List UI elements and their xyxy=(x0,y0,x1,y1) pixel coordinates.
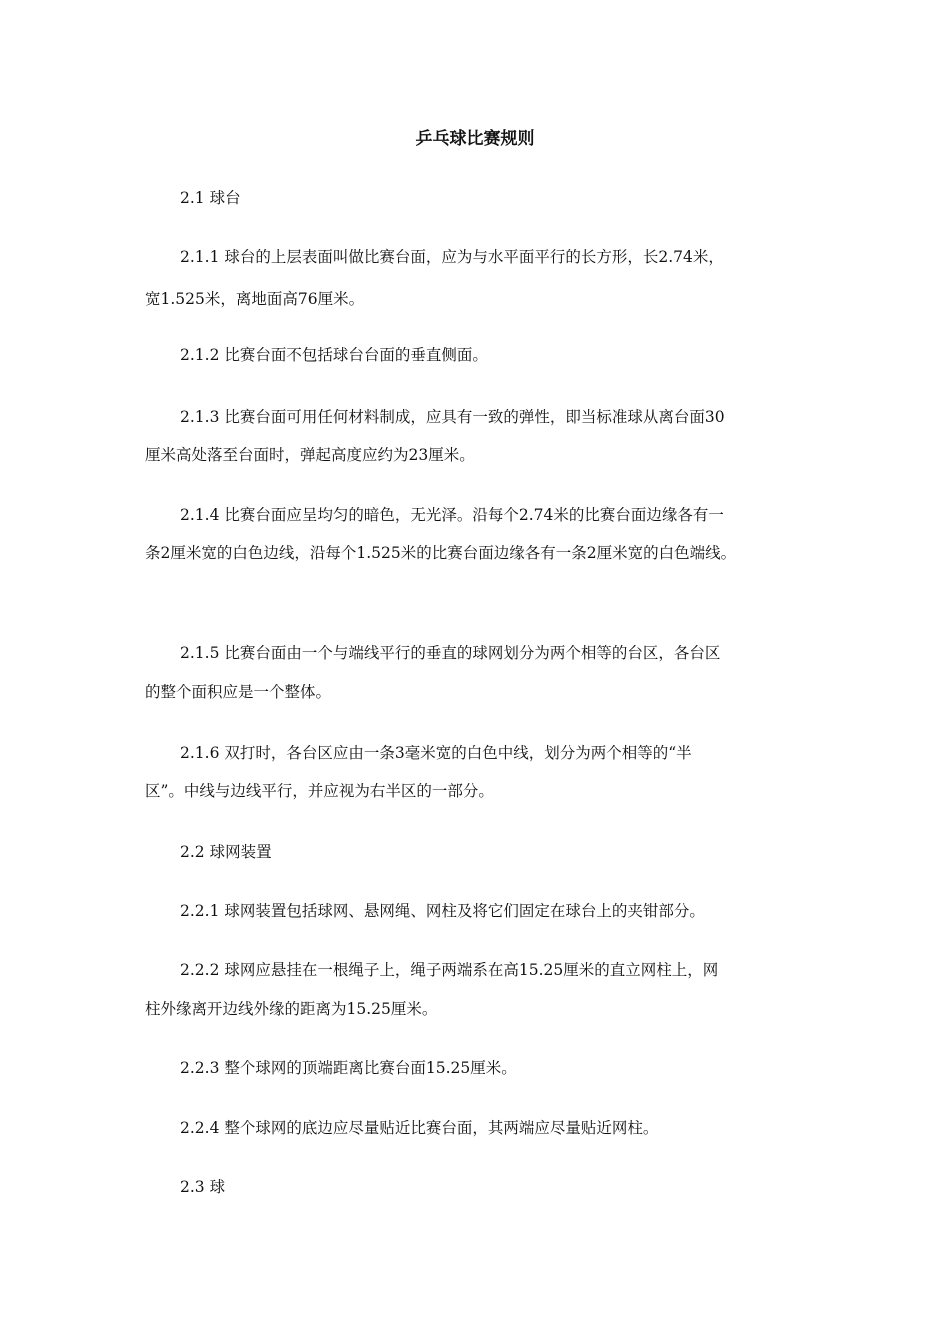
document-title: 乒乓球比赛规则 xyxy=(415,129,535,149)
paragraph-2-1-6-line-2: 区”。中线与边线平行，并应视为右半区的一部分。 xyxy=(145,782,494,800)
paragraph-2-1-1-line-1: 2.1.1 球台的上层表面叫做比赛台面，应为与水平面平行的长方形，长2.74米， xyxy=(180,248,724,266)
paragraph-2-1-6-line-1: 2.1.6 双打时，各台区应由一条3毫米宽的白色中线，划分为两个相等的“半 xyxy=(180,744,692,762)
paragraph-2-2-1: 2.2.1 球网装置包括球网、悬网绳、网柱及将它们固定在球台上的夹钳部分。 xyxy=(180,902,705,920)
section-heading-2-1: 2.1 球台 xyxy=(180,189,241,207)
paragraph-2-2-3: 2.2.3 整个球网的顶端距离比赛台面15.25厘米。 xyxy=(180,1059,517,1077)
paragraph-2-1-1-line-2: 宽1.525米，离地面高76厘米。 xyxy=(145,290,365,308)
paragraph-2-1-4-line-2: 条2厘米宽的白色边线，沿每个1.525米的比赛台面边缘各有一条2厘米宽的白色端线。 xyxy=(145,544,737,562)
paragraph-2-1-4-line-1: 2.1.4 比赛台面应呈均匀的暗色，无光泽。沿每个2.74米的比赛台面边缘各有一 xyxy=(180,506,724,524)
paragraph-2-1-3-line-2: 厘米高处落至台面时，弹起高度应约为23厘米。 xyxy=(145,446,475,464)
paragraph-2-1-2: 2.1.2 比赛台面不包括球台台面的垂直侧面。 xyxy=(180,346,488,364)
paragraph-2-1-5-line-2: 的整个面积应是一个整体。 xyxy=(145,683,332,701)
paragraph-2-2-2-line-2: 柱外缘离开边线外缘的距离为15.25厘米。 xyxy=(145,1000,438,1018)
paragraph-2-1-3-line-1: 2.1.3 比赛台面可用任何材料制成，应具有一致的弹性，即当标准球从离台面30 xyxy=(180,408,725,426)
paragraph-2-2-2-line-1: 2.2.2 球网应悬挂在一根绳子上，绳子两端系在高15.25厘米的直立网柱上，网 xyxy=(180,961,719,979)
section-heading-2-3: 2.3 球 xyxy=(180,1178,226,1196)
paragraph-2-1-5-line-1: 2.1.5 比赛台面由一个与端线平行的垂直的球网划分为两个相等的台区，各台区 xyxy=(180,644,721,662)
paragraph-2-2-4: 2.2.4 整个球网的底边应尽量贴近比赛台面，其两端应尽量贴近网柱。 xyxy=(180,1119,659,1137)
section-heading-2-2: 2.2 球网装置 xyxy=(180,843,272,861)
